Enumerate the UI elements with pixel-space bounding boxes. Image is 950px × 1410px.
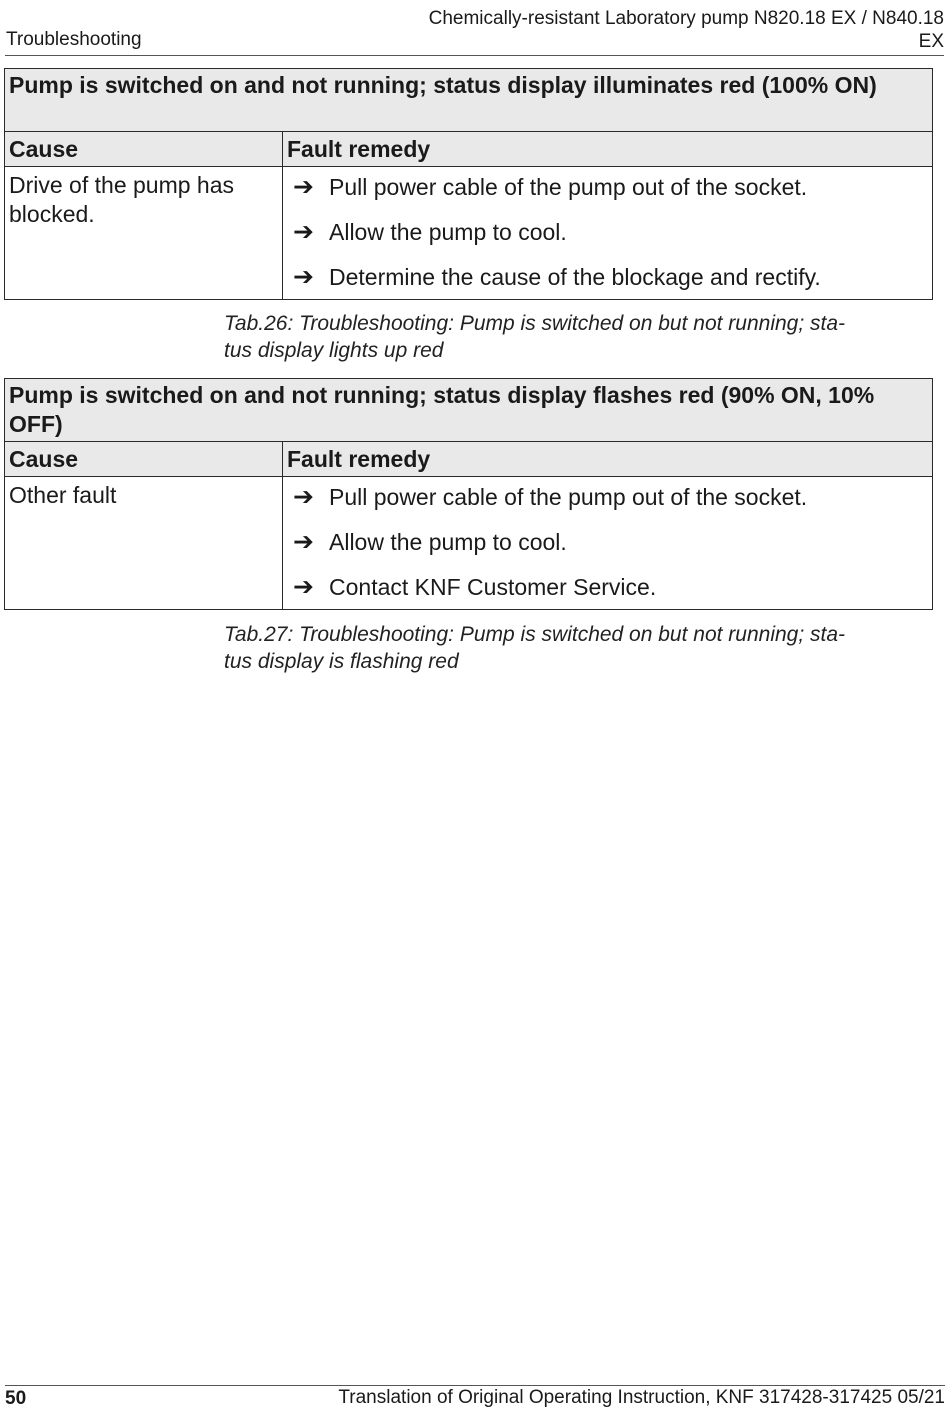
column-header-remedy: Fault remedy — [283, 132, 933, 167]
remedy-step-text: Determine the cause of the blockage and rectify. — [329, 264, 821, 290]
product-title-line2: EX — [918, 31, 944, 52]
caption-line1: Tab.26: Troubleshooting: Pump is switched on but not running; sta- — [224, 312, 846, 335]
remedy-step — [293, 218, 928, 263]
remedy-step-text: Contact KNF Customer Service. — [329, 574, 657, 600]
remedy-cell — [283, 477, 933, 610]
cause-cell: Drive of the pump has blocked. — [5, 167, 283, 300]
table-caption-27 — [224, 621, 924, 675]
arrow-right-icon: ➔ — [293, 263, 314, 291]
remedy-step — [293, 173, 928, 218]
page-footer — [5, 1385, 945, 1410]
remedy-step — [293, 263, 928, 297]
column-header-remedy: Fault remedy — [283, 442, 933, 477]
arrow-right-icon: ➔ — [293, 173, 314, 201]
column-header-cause: Cause — [5, 442, 283, 477]
cause-cell: Other fault — [5, 477, 283, 610]
remedy-step — [293, 573, 928, 607]
product-title — [344, 7, 944, 53]
product-title-line1: Chemically-resistant Laboratory pump N820.18 EX / N840.18 — [428, 8, 944, 29]
section-title: Troubleshooting — [6, 29, 142, 50]
remedy-cell — [283, 167, 933, 300]
document-info: Translation of Original Operating Instruction, KNF 317428-317425 05/21 — [338, 1387, 945, 1408]
remedy-step-text: Pull power cable of the pump out of the socket. — [329, 174, 808, 200]
remedy-step — [293, 528, 928, 573]
caption-line2: tus display is flashing red — [224, 650, 459, 673]
troubleshooting-table-27 — [4, 378, 933, 610]
remedy-step — [293, 483, 928, 528]
page-number: 50 — [5, 1388, 27, 1409]
arrow-right-icon: ➔ — [293, 218, 314, 246]
caption-line1: Tab.27: Troubleshooting: Pump is switched on but not running; sta- — [224, 623, 846, 646]
arrow-right-icon: ➔ — [293, 483, 314, 511]
caption-line2: tus display lights up red — [224, 339, 444, 362]
remedy-step-text: Allow the pump to cool. — [329, 219, 567, 245]
column-header-cause: Cause — [5, 132, 283, 167]
troubleshooting-table-26 — [4, 68, 933, 300]
remedy-step-text: Allow the pump to cool. — [329, 529, 567, 555]
arrow-right-icon: ➔ — [293, 573, 314, 601]
page-header — [5, 5, 944, 56]
table-title: Pump is switched on and not running; status display illuminates red (100% ON) — [5, 69, 933, 132]
arrow-right-icon: ➔ — [293, 528, 314, 556]
remedy-step-text: Pull power cable of the pump out of the socket. — [329, 484, 808, 510]
table-title: Pump is switched on and not running; status display flashes red (90% ON, 10% OFF) — [5, 379, 933, 442]
table-caption-26 — [224, 310, 924, 364]
